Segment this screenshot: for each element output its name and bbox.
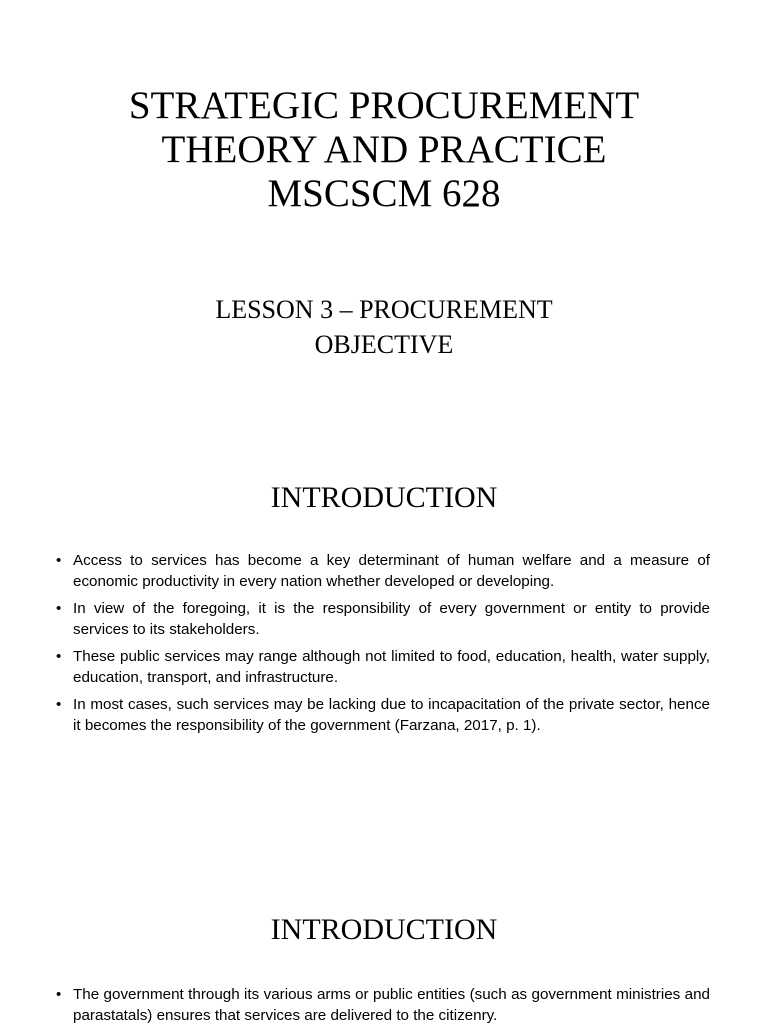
bullet-dot-icon: • bbox=[56, 648, 62, 665]
bullet-dot-icon: • bbox=[56, 552, 62, 569]
bullet-text: The government through its various arms or public entities (such as government ministries and parastatals) ensures that services are delivered to the citizenry. bbox=[73, 986, 710, 1024]
title-line-2: THEORY AND PRACTICE bbox=[161, 128, 607, 171]
bullet-dot-icon: • bbox=[56, 600, 62, 617]
introduction-bullet-list-1 bbox=[56, 550, 710, 742]
list-item bbox=[56, 550, 710, 592]
introduction-slide-2 bbox=[0, 880, 768, 1024]
list-item bbox=[56, 984, 710, 1024]
introduction-heading-2: INTRODUCTION bbox=[270, 913, 498, 946]
bullet-text: In most cases, such services may be lacking due to incapacitation of the private sector, hence it becomes the responsibility of the government (Farzana, 2017, p. 1). bbox=[73, 696, 710, 734]
introduction-bullet-list-2 bbox=[56, 984, 710, 1024]
introduction-slide-1 bbox=[0, 440, 768, 880]
bullet-text: Access to services has become a key determinant of human welfare and a measure of economic productivity in every nation whether developed or developing. bbox=[73, 552, 710, 590]
list-item bbox=[56, 646, 710, 688]
title-slide bbox=[0, 0, 768, 440]
list-item bbox=[56, 694, 710, 736]
bullet-text: In view of the foregoing, it is the responsibility of every government or entity to provide services to its stakeholders. bbox=[73, 600, 710, 638]
title-line-3: MSCSCM 628 bbox=[267, 172, 501, 215]
introduction-heading-1: INTRODUCTION bbox=[270, 481, 498, 514]
subtitle-line-2: OBJECTIVE bbox=[314, 330, 454, 359]
title-line-1: STRATEGIC PROCUREMENT bbox=[128, 84, 640, 127]
bullet-text: These public services may range although not limited to food, education, health, water supply, education, transport, and infrastructure. bbox=[73, 648, 710, 686]
bullet-dot-icon: • bbox=[56, 696, 62, 713]
bullet-dot-icon: • bbox=[56, 986, 62, 1003]
list-item bbox=[56, 598, 710, 640]
subtitle-line-1: LESSON 3 – PROCUREMENT bbox=[215, 295, 553, 324]
